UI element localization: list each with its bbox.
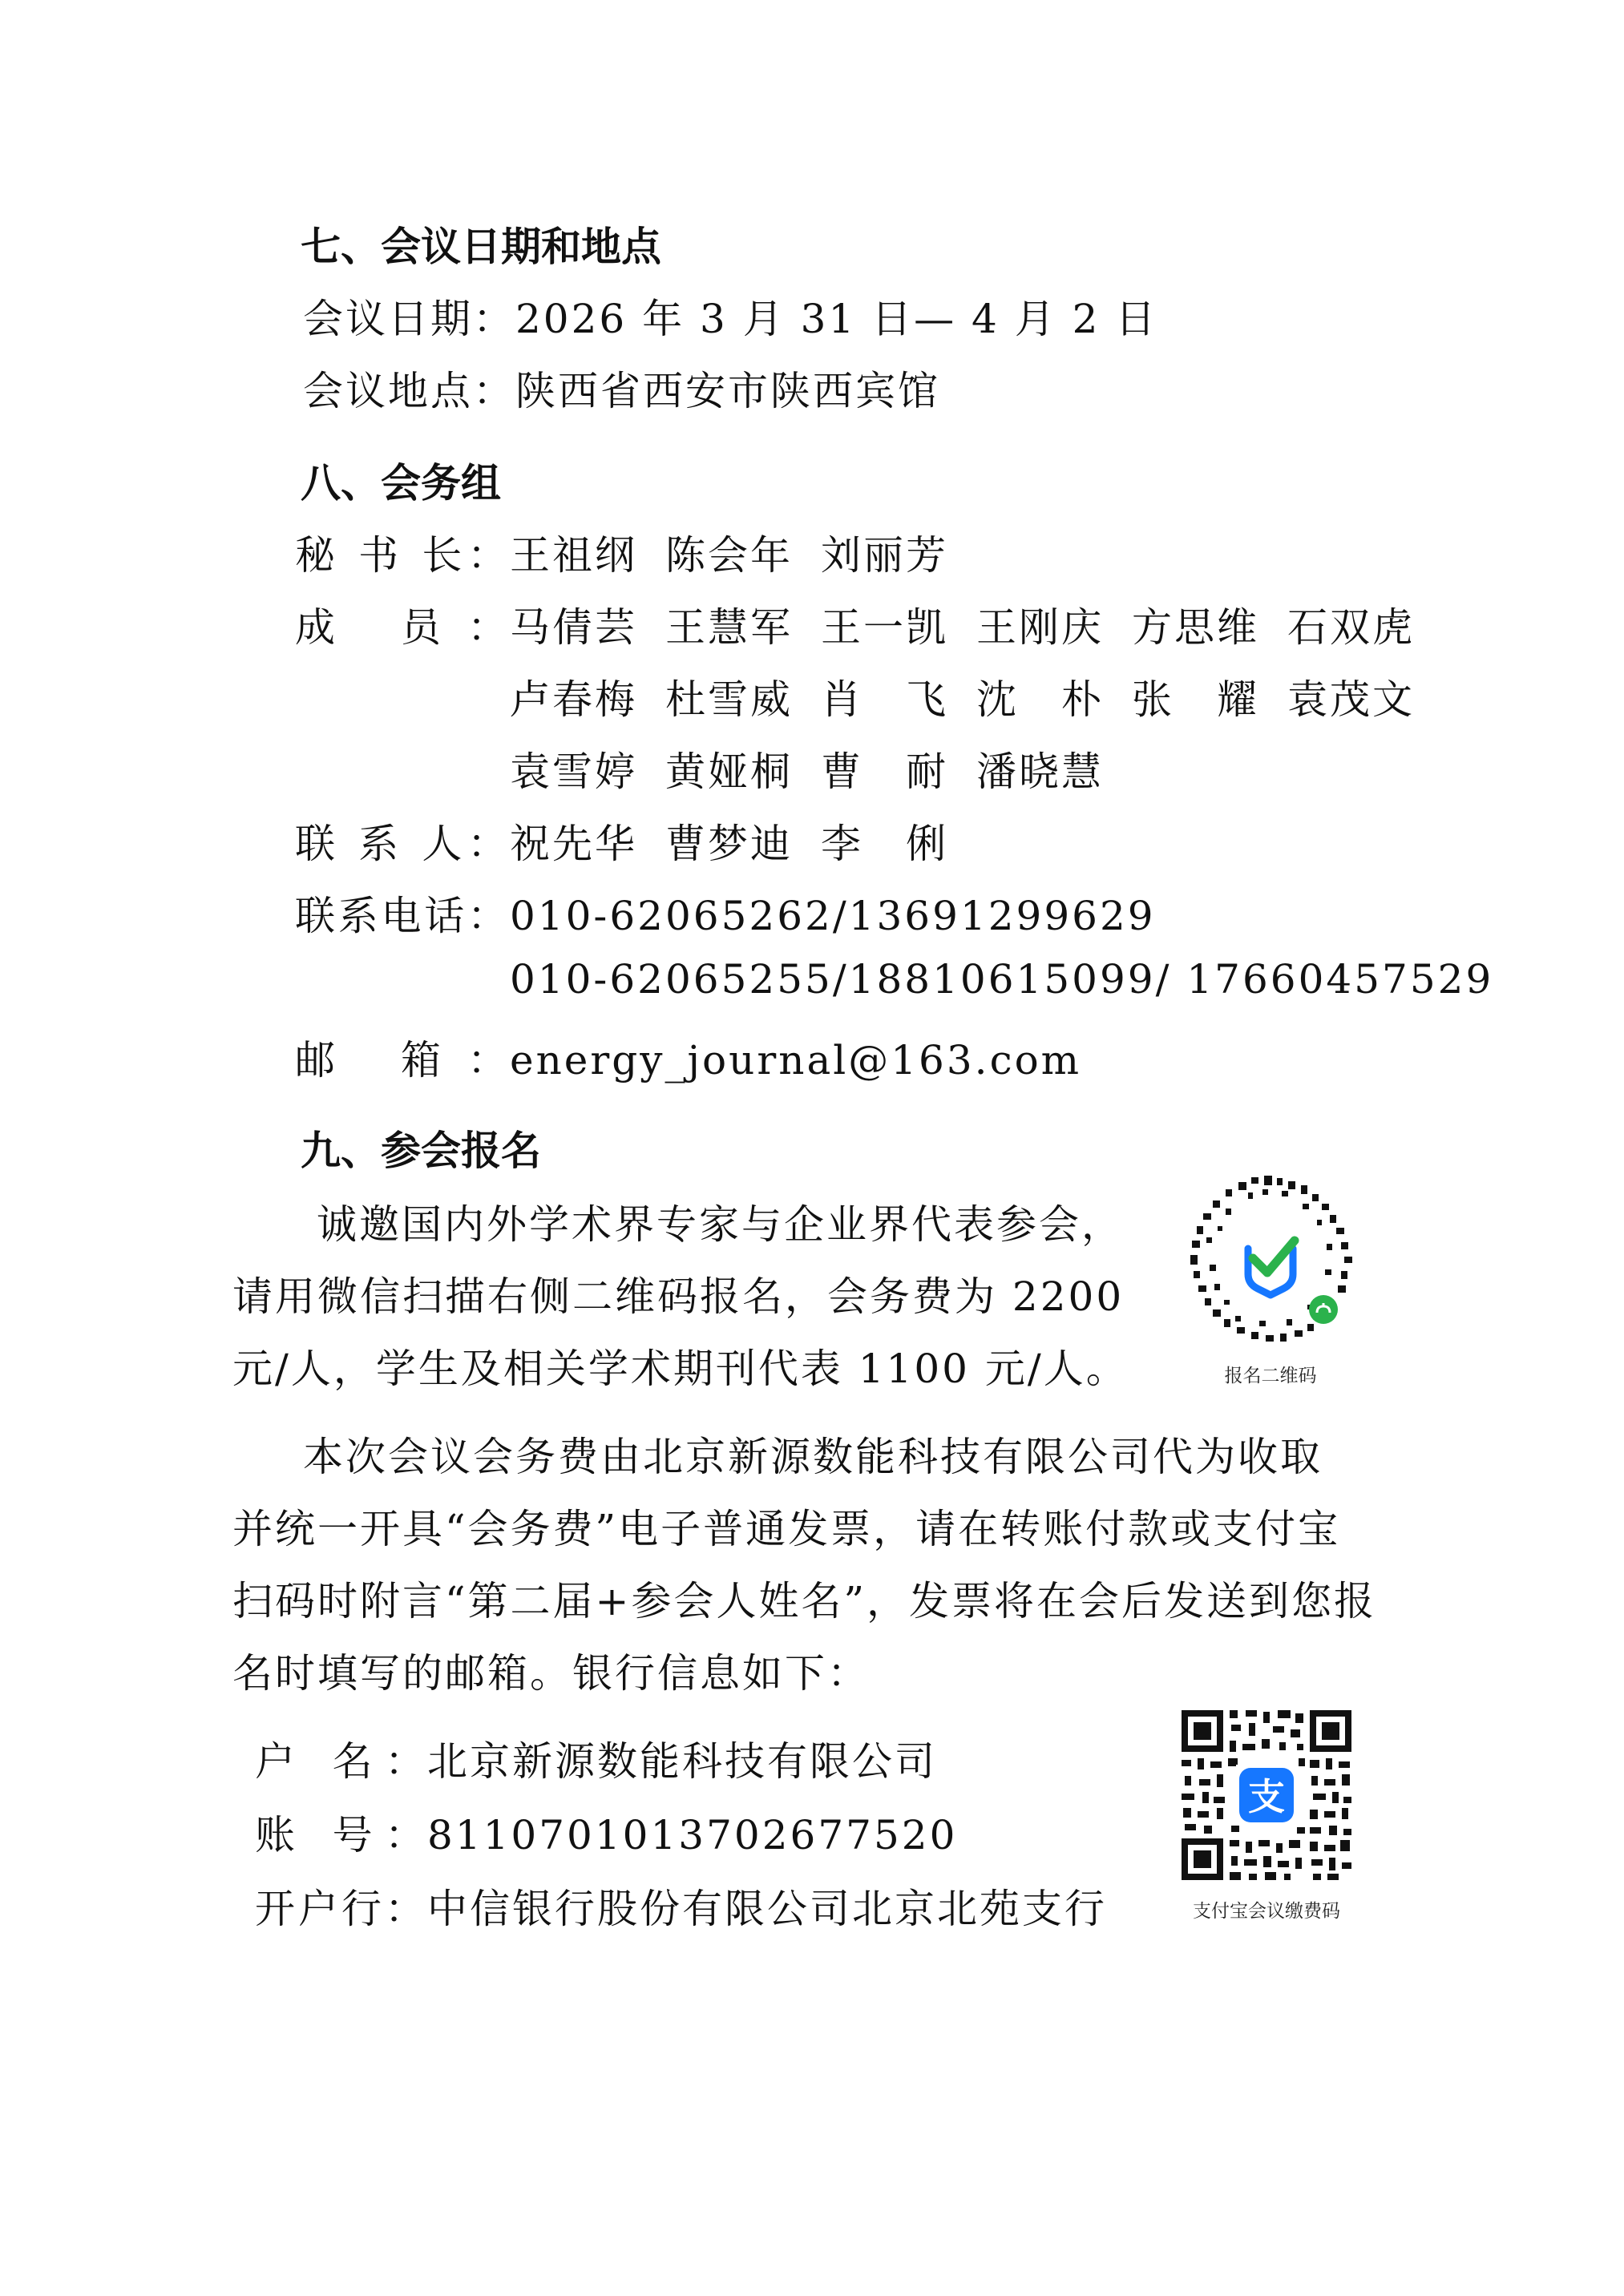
bank-branch-label: 开户行： <box>255 1886 427 1932</box>
alipay-logo-text: 支 <box>1248 1775 1285 1818</box>
member-name: 袁茂文 <box>1287 676 1415 723</box>
email-label: 邮 箱： <box>295 1037 510 1083</box>
payment-text-line: 扫码时附言“第二届+参会人姓名”，发票将在会后发送到您报 <box>232 1578 1377 1624</box>
meeting-place-value: 陕西省西安市陕西宾馆 <box>515 368 940 414</box>
member-name: 卢春梅 <box>510 676 637 723</box>
member-name: 潘晓慧 <box>976 749 1104 795</box>
section-7-heading: 七、会议日期和地点 <box>301 224 661 270</box>
payment-text-line: 名时填写的邮箱。银行信息如下： <box>232 1650 870 1697</box>
phone-value: 010-62065262/13691299629 <box>510 893 1156 939</box>
member-name: 黄娅桐 <box>665 749 793 795</box>
member-name: 肖 飞 <box>821 676 948 723</box>
member-name: 张 耀 <box>1132 676 1259 723</box>
members-line-2 <box>510 668 1443 725</box>
member-name: 袁雪婷 <box>510 749 637 795</box>
secretary-label: 秘 书 长： <box>295 532 510 579</box>
registration-text-line: 请用微信扫描右侧二维码报名，会务费为 2200 <box>232 1273 1125 1320</box>
section-8-heading: 八、会务组 <box>301 460 501 506</box>
secretary-name: 王祖纲 <box>510 532 637 579</box>
members-line-3 <box>510 740 1132 797</box>
bank-branch-line <box>255 1877 1107 1935</box>
member-name: 石双虎 <box>1287 604 1415 651</box>
bank-account-number-label: 账 号： <box>255 1812 427 1858</box>
registration-text-line: 元/人，学生及相关学术期刊代表 1100 元/人。 <box>232 1346 1129 1392</box>
member-name: 王刚庆 <box>976 604 1104 651</box>
secretary-line <box>295 523 976 581</box>
secretary-name: 刘丽芳 <box>821 532 948 579</box>
contact-line <box>295 812 976 870</box>
wechat-miniprogram-qr-icon[interactable] <box>1182 1172 1359 1348</box>
member-name: 方思维 <box>1132 604 1259 651</box>
bank-account-name-value: 北京新源数能科技有限公司 <box>427 1738 937 1785</box>
meeting-date-line <box>303 287 1157 345</box>
phone-line-1 <box>295 884 1156 942</box>
meeting-place-label: 会议地点： <box>303 368 515 414</box>
bank-account-number-line <box>255 1803 957 1861</box>
registration-text-line: 诚邀国内外学术界专家与企业界代表参会， <box>317 1201 1124 1248</box>
contact-label: 联 系 人： <box>295 821 510 867</box>
phone-label: 联系电话： <box>295 893 510 939</box>
alipay-qr-caption: 支付宝会议缴费码 <box>1193 1901 1340 1922</box>
phone-line-2 <box>510 956 1493 1003</box>
email-value[interactable]: energy_journal@163.com <box>510 1037 1082 1083</box>
meeting-place-line <box>303 359 940 417</box>
secretary-name: 陈会年 <box>665 532 793 579</box>
member-name: 沈 朴 <box>976 676 1104 723</box>
contact-name: 曹梦迪 <box>665 821 793 867</box>
alipay-qr-icon[interactable] <box>1178 1707 1355 1883</box>
members-label: 成 员： <box>295 604 510 651</box>
meeting-date-label: 会议日期： <box>303 296 515 342</box>
member-name: 马倩芸 <box>510 604 637 651</box>
bank-branch-value: 中信银行股份有限公司北京北苑支行 <box>427 1886 1107 1932</box>
contact-name: 祝先华 <box>510 821 637 867</box>
contact-name: 李 俐 <box>821 821 948 867</box>
member-name: 曹 耐 <box>821 749 948 795</box>
bank-account-name-line <box>255 1729 937 1787</box>
payment-text-line: 本次会议会务费由北京新源数能科技有限公司代为收取 <box>303 1434 1323 1480</box>
email-line <box>295 1028 1081 1086</box>
payment-text-line: 并统一开具“会务费”电子普通发票，请在转账付款或支付宝 <box>232 1506 1341 1552</box>
phone-value: 010-62065255/18810615099/ 17660457529 <box>510 956 1494 1003</box>
registration-qr-caption: 报名二维码 <box>1224 1366 1317 1386</box>
member-name: 王一凯 <box>821 604 948 651</box>
bank-account-name-label: 户 名： <box>255 1738 427 1785</box>
bank-account-number-value: 8110701013702677520 <box>427 1812 958 1858</box>
members-line-1 <box>295 595 1443 653</box>
member-name: 王慧军 <box>665 604 793 651</box>
member-name: 杜雪威 <box>665 676 793 723</box>
section-9-heading: 九、参会报名 <box>301 1128 541 1174</box>
meeting-date-value: 2026 年 3 月 31 日— 4 月 2 日 <box>515 296 1158 342</box>
